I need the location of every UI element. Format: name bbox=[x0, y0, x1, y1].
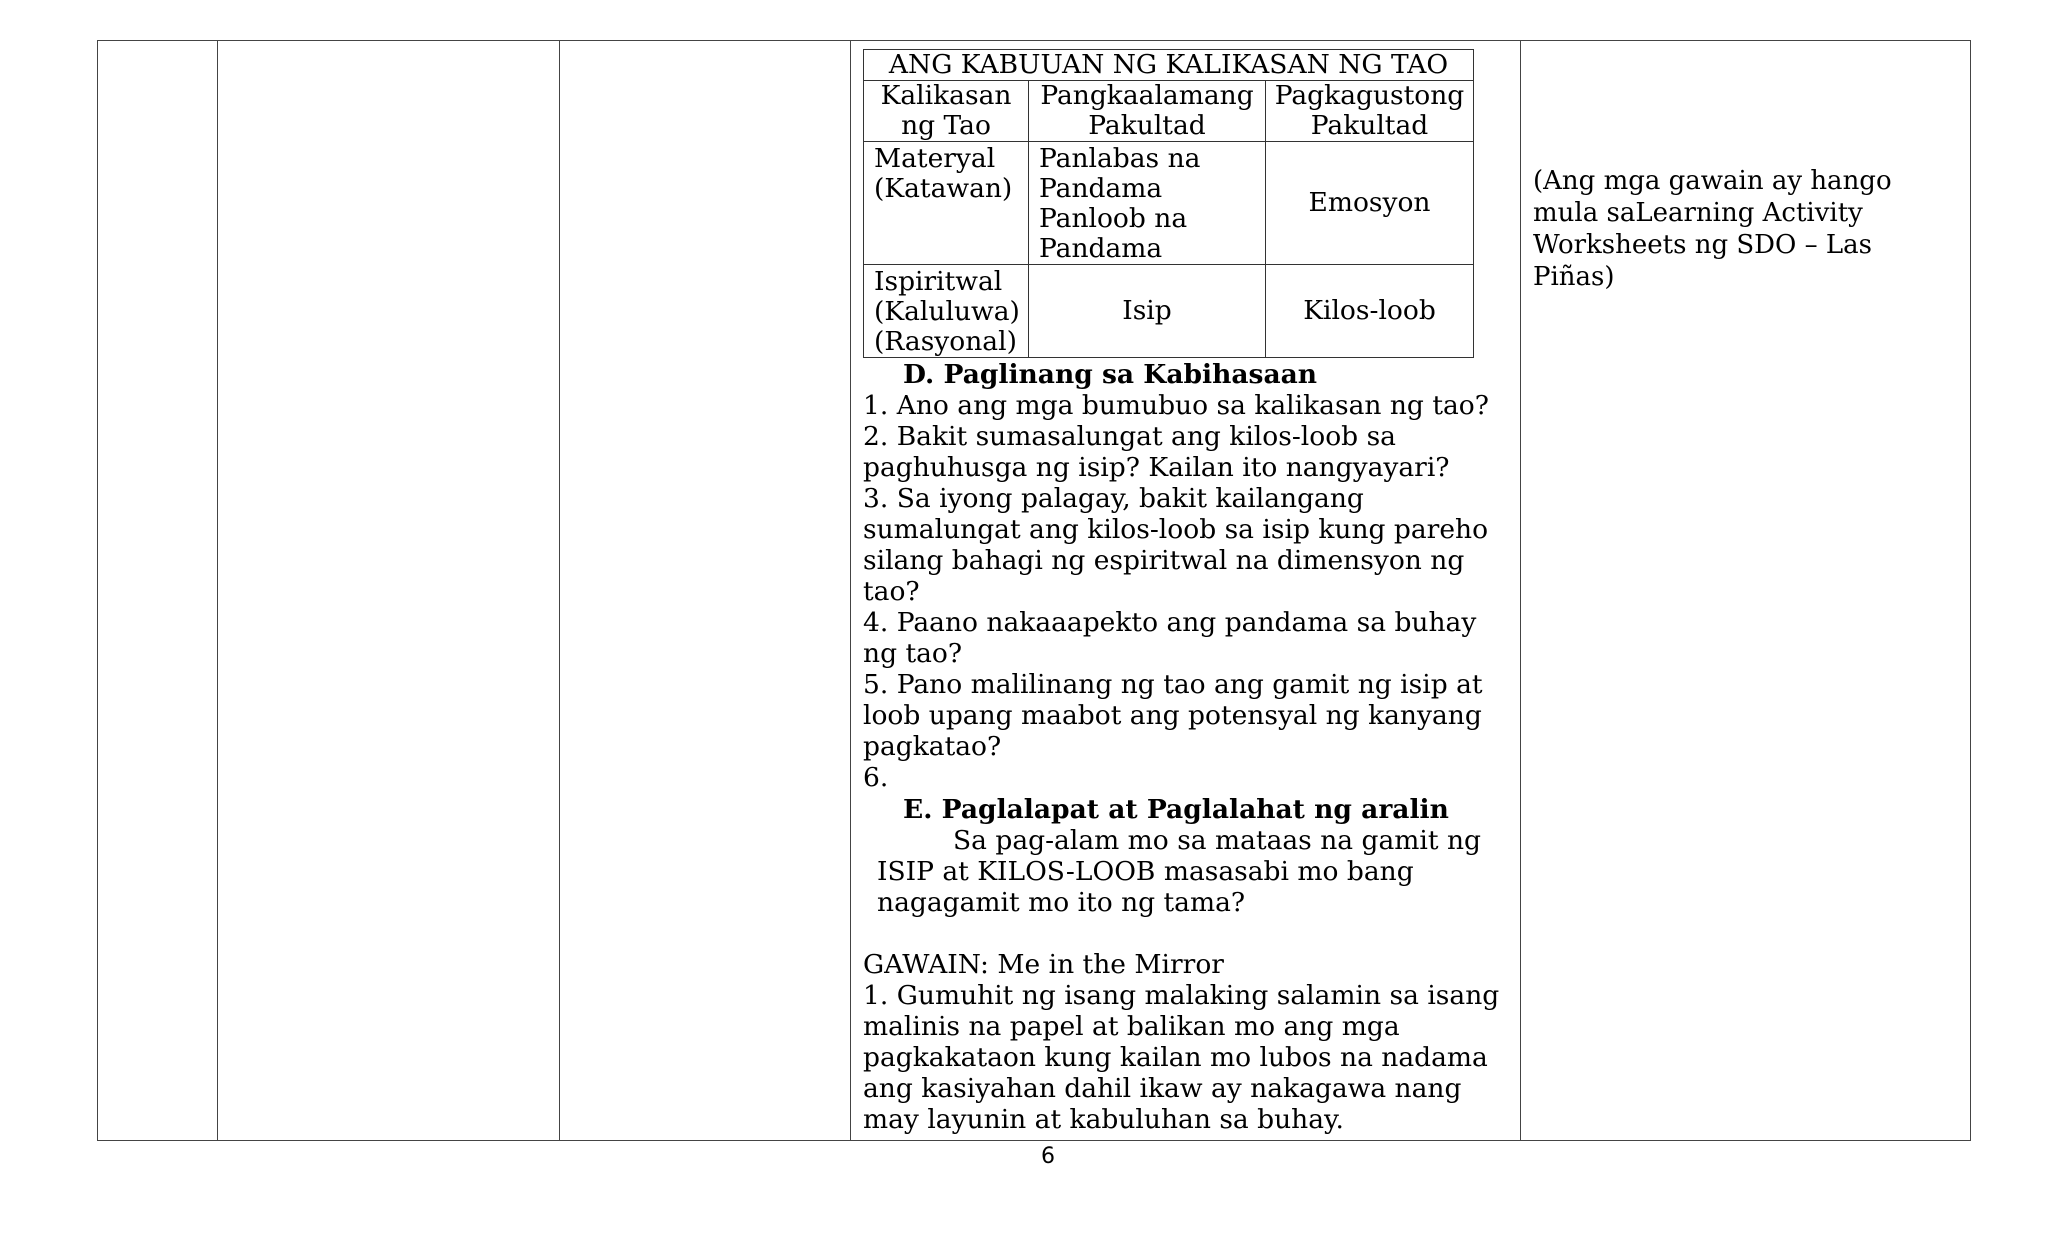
question-item: 2. Bakit sumasalungat ang kilos-loob sa paghuhusga ng isip? Kailan ito nangyayari? bbox=[863, 421, 1450, 483]
column-2-cell bbox=[218, 41, 560, 1141]
kalikasan-table-header-row bbox=[864, 81, 1474, 142]
section-e-heading: E. Paglalapat at Paglalahat ng aralin bbox=[903, 794, 1449, 825]
row-pagkagusto: Kilos-loob bbox=[1266, 265, 1474, 358]
gawain-item: 1. Gumuhit ng isang malaking salamin sa isang malinis na papel at balikan mo ang mga pagkakataon kung kailan mo lubos na nadama ang kasiyahan dahil ikaw ay nakagawa nang may layunin at kabuluhan sa buhay. bbox=[863, 980, 1500, 1135]
row-pagkagusto: Emosyon bbox=[1266, 142, 1474, 265]
page-number: 6 bbox=[1041, 1144, 1055, 1169]
column-1-cell bbox=[98, 41, 218, 1141]
column-3-cell bbox=[560, 41, 851, 1141]
question-item: 5. Pano malilinang ng tao ang gamit ng isip at loob upang maabot ang potensyal ng kanyang pagkatao? bbox=[863, 669, 1483, 762]
header-kalikasan: Kalikasan ng Tao bbox=[864, 81, 1029, 142]
kalikasan-table-title-row bbox=[864, 50, 1474, 81]
source-note: (Ang mga gawain ay hango mula saLearning Activity Worksheets ng SDO – Las Piñas) bbox=[1533, 166, 1892, 292]
section-d-heading: D. Paglinang sa Kabihasaan bbox=[903, 359, 1318, 390]
row-pangkaalaman: Isip bbox=[1029, 265, 1266, 358]
section-e-paragraph: Sa pag-alam mo sa mataas na gamit ng ISIP at KILOS-LOOB masasabi mo bang nagagamit mo ito ng tama? bbox=[877, 825, 1481, 918]
row-label: Ispiritwal (Kaluluwa) (Rasyonal) bbox=[864, 265, 1029, 358]
lesson-plan-table bbox=[97, 40, 1971, 1141]
gawain-title: GAWAIN: Me in the Mirror bbox=[863, 949, 1224, 980]
procedure-content bbox=[863, 49, 1510, 1135]
question-item: 3. Sa iyong palagay, bakit kailangang sumalungat ang kilos-loob sa isip kung pareho silang bahagi ng espiritwal na dimensyon ng tao? bbox=[863, 483, 1489, 607]
kalikasan-table-row bbox=[864, 142, 1474, 265]
kalikasan-table-title: ANG KABUUAN NG KALIKASAN NG TAO bbox=[864, 50, 1474, 81]
kalikasan-table-row bbox=[864, 265, 1474, 358]
question-item: 4. Paano nakaaapekto ang pandama sa buhay ng tao? bbox=[863, 607, 1477, 669]
procedure-cell bbox=[851, 41, 1521, 1141]
remarks-cell bbox=[1521, 41, 1971, 1141]
question-item: 6. bbox=[863, 762, 889, 793]
spacer bbox=[863, 918, 1510, 949]
header-pangkaalamang: Pangkaalamang Pakultad bbox=[1029, 81, 1266, 142]
row-label: Materyal (Katawan) bbox=[864, 142, 1029, 265]
question-item: 1. Ano ang mga bumubuo sa kalikasan ng tao? bbox=[863, 390, 1489, 421]
row-pangkaalaman: Panlabas na Pandama Panloob na Pandama bbox=[1029, 142, 1266, 265]
header-pagkagustong: Pagkagustong Pakultad bbox=[1266, 81, 1474, 142]
kalikasan-ng-tao-table bbox=[863, 49, 1474, 358]
lesson-plan-row bbox=[98, 41, 1971, 1141]
